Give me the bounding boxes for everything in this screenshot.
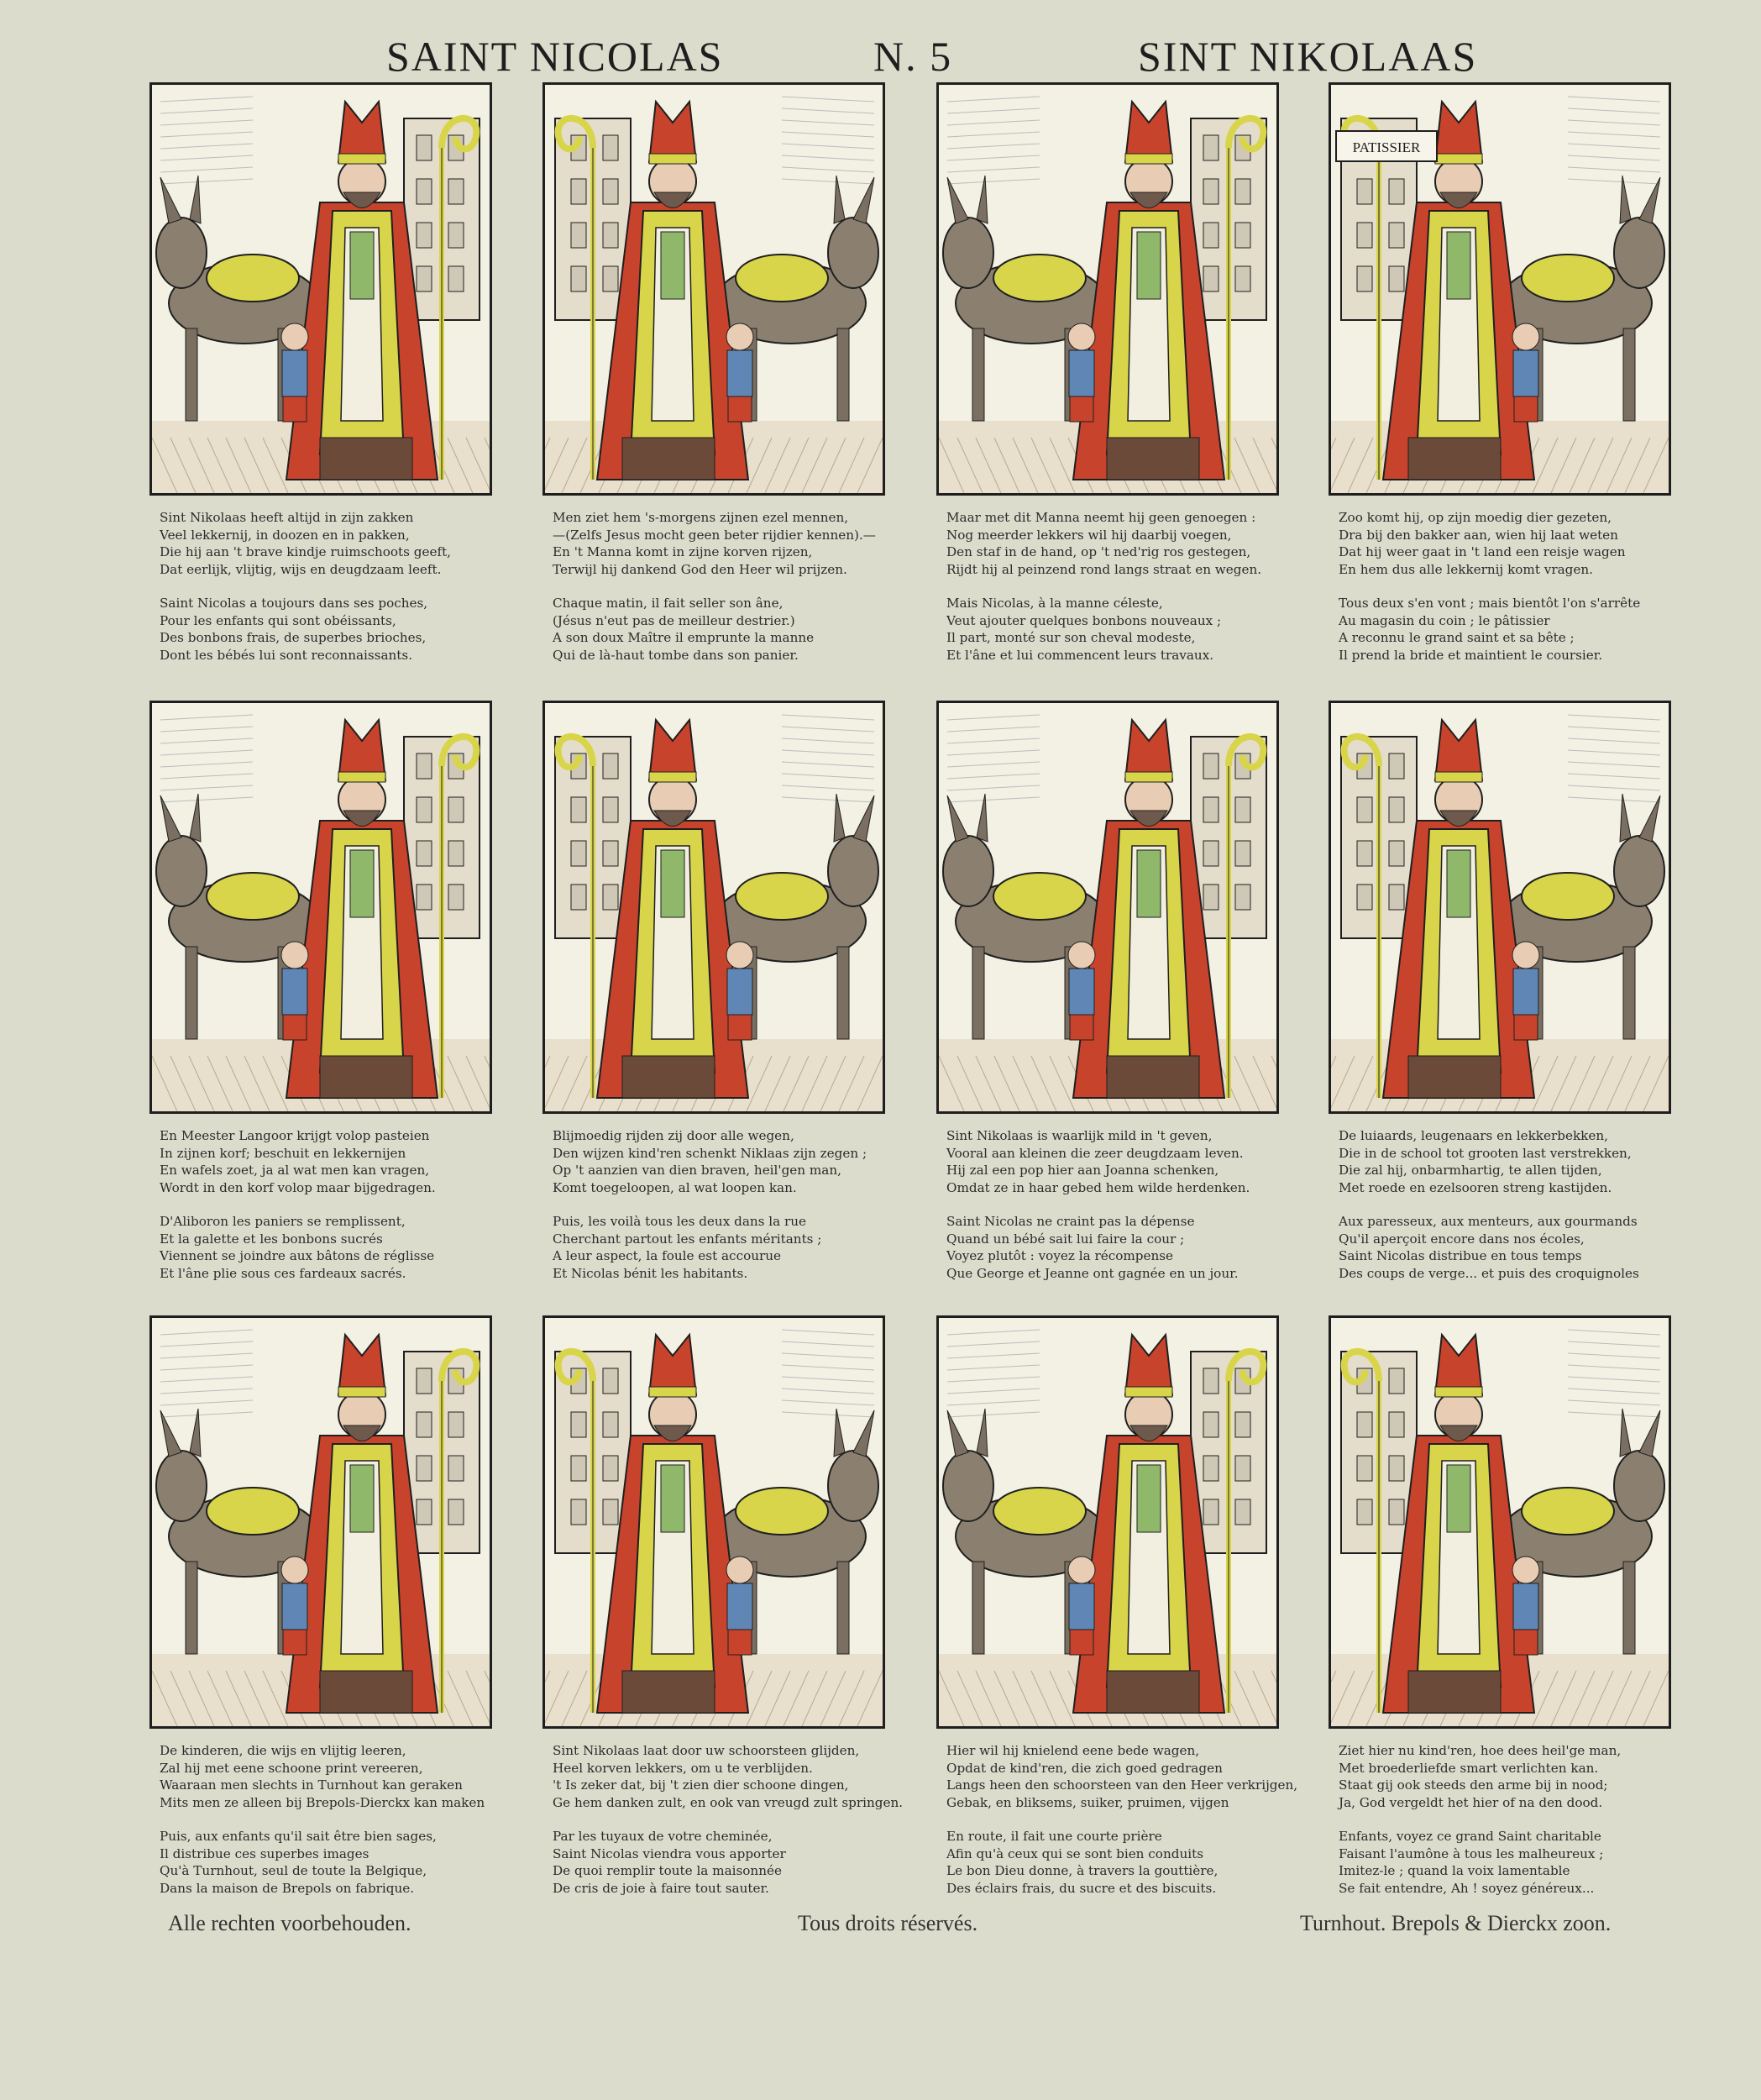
verse-line: Mais Nicolas, à la manne céleste,: [946, 596, 1163, 611]
sheet-number: N. 5: [873, 33, 953, 80]
verse-line: Nog meerder lekkers wil hij daarbij voegen,: [946, 527, 1232, 543]
verse-line: Enfants, voyez ce grand Saint charitable: [1339, 1829, 1601, 1844]
verse-line: Maar met dit Manna neemt hij geen genoegen :: [946, 510, 1256, 525]
verse-dutch: [1339, 509, 1687, 578]
verse-line: Se fait entendre, Ah ! soyez généreux...: [1339, 1880, 1595, 1896]
verse-line: Ziet hier nu kind'ren, hoe dees heil'ge man,: [1339, 1743, 1622, 1758]
verse-line: De luiaards, leugenaars en lekkerbekken,: [1339, 1128, 1608, 1143]
verse-dutch: [1339, 1127, 1687, 1196]
verse-french: [553, 1828, 901, 1897]
verse-line: Saint Nicolas distribue en tous temps: [1339, 1248, 1582, 1263]
footer-rights-french: Tous droits réservés.: [798, 1911, 978, 1935]
verse-line: Vooral aan kleinen die zeer deugdzaam leven.: [946, 1145, 1244, 1161]
verse-line: Le bon Dieu donne, à travers la gouttière,: [946, 1863, 1219, 1878]
verse-line: Die hij aan 't brave kindje ruimschoots geeft,: [160, 544, 452, 559]
verse-dutch: [1339, 1742, 1687, 1811]
saint-nicholas-woodcut: [939, 703, 1276, 1111]
verse-line: Dat eerlijk, vlijtig, wijs en deugdzaam leeft.: [160, 561, 442, 577]
verse-line: Zal hij met eene schoone print vereeren,: [160, 1760, 423, 1776]
verse-french: [553, 1213, 901, 1282]
verse-line: Au magasin du coin ; le pâtissier: [1339, 612, 1550, 628]
title-french: SAINT NICOLAS: [386, 33, 724, 80]
header: [134, 32, 1627, 82]
verse-line: En Meester Langoor krijgt volop pasteien: [160, 1128, 430, 1143]
verse-line: De quoi remplir toute la maisonnée: [553, 1863, 782, 1878]
verse-line: Des éclairs frais, du sucre et des biscuits.: [946, 1880, 1217, 1896]
verse-dutch: [946, 1742, 1298, 1811]
verse-line: Dont les bébés lui sont reconnaissants.: [160, 647, 413, 663]
verse-line: —(Zelfs Jesus mocht geen beter rijdier kennen).—: [553, 527, 876, 543]
footer-rights-dutch: Alle rechten voorbehouden.: [168, 1911, 411, 1935]
panel-illustration: [542, 701, 885, 1114]
verse-line: Des coups de verge... et puis des croquignoles: [1339, 1265, 1639, 1281]
verse-line: Men ziet hem 's-morgens zijnen ezel mennen,: [553, 510, 849, 525]
verse-line: De kinderen, die wijs en vlijtig leeren,: [160, 1743, 406, 1758]
verse-line: Saint Nicolas a toujours dans ses poches,: [160, 596, 428, 611]
verse-line: Veut ajouter quelques bonbons nouveaux ;: [946, 612, 1222, 628]
verse-line: Waaraan men slechts in Turnhout kan geraken: [160, 1777, 463, 1793]
saint-nicholas-woodcut: [1331, 85, 1669, 493]
saint-nicholas-woodcut: [545, 85, 883, 493]
verse-line: Il part, monté sur son cheval modeste,: [946, 630, 1196, 645]
verse-line: Hij zal een pop hier aan Joanna schenken,: [946, 1163, 1219, 1178]
panel-illustration: [936, 82, 1279, 496]
verse-line: Die zal hij, onbarmhartig, te allen tijden,: [1339, 1163, 1602, 1178]
verse-line: Op 't aanzien van dien braven, heil'gen man,: [553, 1163, 841, 1178]
verse-line: Opdat de kind'ren, die zich goed gedragen: [946, 1760, 1223, 1776]
verse-line: Pour les enfants qui sont obéissants,: [160, 612, 396, 628]
verse-line: Des bonbons frais, de superbes brioches,: [160, 630, 427, 645]
verse-line: Ja, God vergeldt het hier of na den dood.: [1339, 1794, 1603, 1810]
verse-line: A reconnu le grand saint et sa bête ;: [1339, 630, 1575, 645]
verse-line: Met roede en ezelsooren streng kastijden.: [1339, 1179, 1612, 1195]
verse-line: En 't Manna komt in zijne korven rijzen,: [553, 544, 813, 559]
verse-line: Staat gij ook steeds den arme bij in nood;: [1339, 1777, 1608, 1793]
verse-french: [160, 595, 508, 664]
verse-line: Que George et Jeanne ont gagnée en un jour.: [946, 1265, 1239, 1281]
panel-illustration: [149, 1315, 492, 1729]
saint-nicholas-woodcut: [939, 85, 1276, 493]
verse-line: Puis, les voilà tous les deux dans la rue: [553, 1214, 807, 1229]
verse-line: Die in de school tot grooten last verstrekken,: [1339, 1145, 1632, 1161]
saint-nicholas-woodcut: [1331, 703, 1669, 1111]
verse-line: Qu'il aperçoit encore dans nos écoles,: [1339, 1231, 1585, 1247]
panel-illustration: [1329, 1315, 1671, 1729]
verse-dutch: [160, 1127, 508, 1196]
verse-line: Gebak, en bliksems, suiker, pruimen, vijgen: [946, 1794, 1229, 1810]
verse-line: Dat hij weer gaat in 't land een reisje wagen: [1339, 544, 1626, 559]
panel-illustration: [1329, 82, 1671, 496]
saint-nicholas-woodcut: [152, 1318, 490, 1726]
verse-line: Den staf in de hand, op 't ned'rig ros gestegen,: [946, 544, 1251, 559]
verse-line: A leur aspect, la foule est accourue: [553, 1248, 782, 1263]
verse-line: Qui de là-haut tombe dans son panier.: [553, 647, 799, 663]
verse-line: Omdat ze in haar gebed hem wilde herdenken.: [946, 1179, 1250, 1195]
verse-french: [946, 1828, 1295, 1897]
verse-line: En hem dus alle lekkernij komt vragen.: [1339, 561, 1593, 577]
verse-line: 't Is zeker dat, bij 't zien dier schoone dingen,: [553, 1777, 849, 1793]
verse-line: Afin qu'à ceux qui se sont bien conduits: [946, 1845, 1203, 1861]
verse-line: Et Nicolas bénit les habitants.: [553, 1265, 748, 1281]
verse-line: In zijnen korf; beschuit en lekkernijen: [160, 1145, 406, 1161]
verse-line: Langs heen den schoorsteen van den Heer verkrijgen,: [946, 1777, 1298, 1793]
verse-line: Et l'âne plie sous ces fardeaux sacrés.: [160, 1265, 406, 1281]
verse-line: Chaque matin, il fait seller son âne,: [553, 596, 784, 611]
verse-line: Blijmoedig rijden zij door alle wegen,: [553, 1128, 794, 1143]
verse-french: [1339, 1213, 1687, 1282]
verse-line: Veel lekkernij, in doozen en in pakken,: [160, 527, 410, 543]
title-dutch: SINT NIKOLAAS: [1138, 33, 1478, 80]
verse-french: [1339, 595, 1687, 664]
panel-illustration: [542, 1315, 885, 1729]
panel-illustration: [542, 82, 885, 496]
verse-line: (Jésus n'eut pas de meilleur destrier.): [553, 612, 795, 628]
panel-illustration: [936, 1315, 1279, 1729]
verse-line: Et l'âne et lui commencent leurs travaux.: [946, 647, 1214, 663]
verse-french: [553, 595, 901, 664]
verse-line: Viennent se joindre aux bâtons de réglisse: [160, 1248, 435, 1263]
verse-dutch: [553, 509, 901, 578]
verse-line: Hier wil hij knielend eene bede wagen,: [946, 1743, 1200, 1758]
saint-nicholas-woodcut: [545, 1318, 883, 1726]
panel-illustration: [1329, 701, 1671, 1114]
verse-line: Komt toegeloopen, al wat loopen kan.: [553, 1179, 797, 1195]
verse-dutch: [160, 1742, 508, 1811]
panel-illustration: [149, 82, 492, 496]
verse-line: Qu'à Turnhout, seul de toute la Belgique,: [160, 1863, 427, 1878]
verse-line: Heel korven lekkers, om u te verblijden.: [553, 1760, 813, 1776]
verse-line: Imitez-le ; quand la voix lamentable: [1339, 1863, 1570, 1878]
saint-nicholas-woodcut: [152, 85, 490, 493]
panel-illustration: [936, 701, 1279, 1114]
verse-line: Den wijzen kind'ren schenkt Niklaas zijn zegen ;: [553, 1145, 867, 1161]
verse-french: [946, 595, 1295, 664]
verse-line: Terwijl hij dankend God den Heer wil prijzen.: [553, 561, 847, 577]
saint-nicholas-woodcut: [939, 1318, 1276, 1726]
verse-dutch: [553, 1742, 904, 1811]
verse-line: En wafels zoet, ja al wat men kan vragen,: [160, 1163, 430, 1178]
verse-line: Sint Nikolaas laat door uw schoorsteen glijden,: [553, 1743, 860, 1758]
verse-line: Met broederliefde smart verlichten kan.: [1339, 1760, 1599, 1776]
verse-line: En route, il fait une courte prière: [946, 1829, 1162, 1844]
footer-publisher: Turnhout. Brepols & Dierckx zoon.: [1300, 1911, 1612, 1935]
verse-line: Rijdt hij al peinzend rond langs straat en wegen.: [946, 561, 1262, 577]
verse-line: Aux paresseux, aux menteurs, aux gourmands: [1339, 1214, 1638, 1229]
verse-dutch: [553, 1127, 901, 1196]
verse-line: Ge hem danken zult, en ook van vreugd zult springen.: [553, 1794, 904, 1810]
verse-line: Tous deux s'en vont ; mais bientôt l'on s'arrête: [1339, 596, 1641, 611]
verse-french: [1339, 1828, 1687, 1897]
verse-line: A son doux Maître il emprunte la manne: [553, 630, 815, 645]
verse-line: D'Aliboron les paniers se remplissent,: [160, 1214, 406, 1229]
verse-dutch: [160, 509, 508, 578]
verse-line: Faisant l'aumône à tous les malheureux ;: [1339, 1845, 1604, 1861]
verse-line: Wordt in den korf volop maar bijgedragen.: [160, 1179, 436, 1195]
verse-line: Mits men ze alleen bij Brepols-Dierckx kan maken: [160, 1794, 485, 1810]
shop-sign: PATISSIER: [1352, 139, 1421, 155]
saint-nicholas-woodcut: [1331, 1318, 1669, 1726]
verse-line: Il prend la bride et maintient le coursier.: [1339, 647, 1603, 663]
panel-illustration: [149, 701, 492, 1114]
verse-line: Cherchant partout les enfants méritants ;: [553, 1231, 822, 1247]
verse-dutch: [946, 509, 1295, 578]
verse-line: Sint Nikolaas is waarlijk mild in 't geven,: [946, 1128, 1213, 1143]
verse-line: Dans la maison de Brepols on fabrique.: [160, 1880, 415, 1896]
verse-line: Sint Nikolaas heeft altijd in zijn zakken: [160, 510, 414, 525]
verse-french: [160, 1213, 508, 1282]
saint-nicholas-woodcut: [152, 703, 490, 1111]
verse-line: Il distribue ces superbes images: [160, 1845, 369, 1861]
verse-line: De cris de joie à faire tout sauter.: [553, 1880, 769, 1896]
verse-line: Voyez plutôt : voyez la récompense: [946, 1248, 1174, 1263]
verse-line: Puis, aux enfants qu'il sait être bien sages,: [160, 1829, 437, 1844]
verse-line: Et la galette et les bonbons sucrés: [160, 1231, 383, 1247]
verse-line: Zoo komt hij, op zijn moedig dier gezeten,: [1339, 510, 1612, 525]
verse-french: [946, 1213, 1295, 1282]
verse-line: Par les tuyaux de votre cheminée,: [553, 1829, 773, 1844]
verse-line: Saint Nicolas ne craint pas la dépense: [946, 1214, 1195, 1229]
verse-french: [160, 1828, 508, 1897]
verse-dutch: [946, 1127, 1295, 1196]
verse-line: Saint Nicolas viendra vous apporter: [553, 1845, 786, 1861]
saint-nicholas-woodcut: [545, 703, 883, 1111]
verse-line: Quand un bébé sait lui faire la cour ;: [946, 1231, 1185, 1247]
verse-line: Dra bij den bakker aan, wien hij laat weten: [1339, 527, 1618, 543]
